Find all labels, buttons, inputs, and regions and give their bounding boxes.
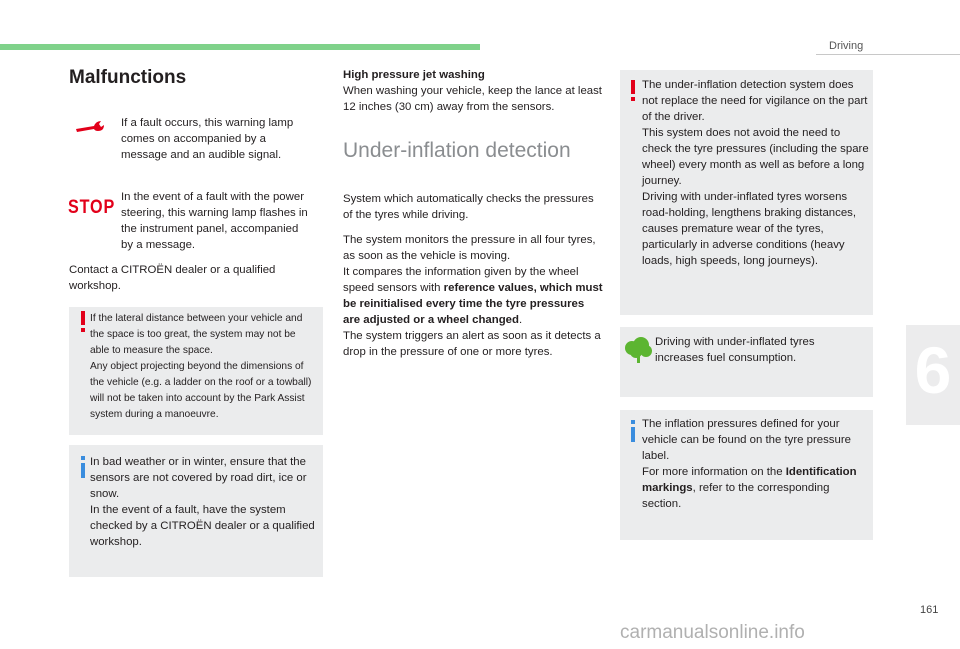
eco-text: Driving with under-inflated tyres increases fuel consumption. [655,336,815,364]
warning-line: Any object projecting beyond the dimensions of the vehicle (e.g. a ladder on the roof or a towball) will not be taken into account by the Park Assist system during a manoeuvre. [90,361,312,420]
jet-washing-text: When washing your vehicle, keep the lance at least 12 inches (30 cm) away from the sensors. [343,85,602,113]
compare-text: It compares the information given by the wheel speed sensors with reference values, which must be reinitialised every time the tyre pressures are adjusted or a wheel changed. [343,266,603,326]
jet-washing-title: High pressure jet washing [343,69,485,81]
eco-driving-box [620,327,873,397]
section-divider [816,54,960,55]
watermark: carmanualsonline.info [620,622,805,643]
info-icon [79,456,87,478]
reference-values-emphasis: reference values, which must be reinitialised every time the tyre pressures are adjusted or a wheel changed [343,282,603,326]
park-assist-warning-box [69,307,323,435]
section-title: Driving [829,40,864,52]
sensor-info-box [69,445,323,577]
under-inflation-heading: Under-inflation detection [343,139,571,162]
vigilance-warning-box [620,70,873,315]
header-accent-bar [0,44,480,50]
system-intro-text: System which automatically checks the pressures of the tyres while driving. [343,193,594,221]
contact-dealer-text: Contact a CITROËN dealer or a qualified workshop. [69,264,276,292]
malfunctions-heading: Malfunctions [69,67,187,88]
exclamation-icon [79,311,87,333]
warning-line: The under-inflation detection system does not replace the need for vigilance on the part of the driver. [642,79,868,123]
inflation-info-box [620,410,873,540]
monitor-text: The system monitors the pressure in all four tyres, as soon as the vehicle is moving. [343,234,596,262]
warning-line: Driving with under-inflated tyres worsens road-holding, lengthens braking distances, causes premature wear of the tyres, particularly in adverse conditions (heavy loads, high speeds, long journeys). [642,191,857,267]
info-line: In the event of a fault, have the system checked by a CITROËN dealer or a qualified workshop. [90,504,315,548]
identification-markings-link[interactable]: Identification markings [642,466,857,494]
warning-line: This system does not avoid the need to check the tyre pressures (including the spare wheel) every month as well as before a long journey. [642,127,869,187]
info-line: The inflation pressures defined for your vehicle can be found on the tyre pressure label. [642,418,851,462]
chapter-number: 6 [914,333,952,407]
tree-eco-icon [623,337,653,363]
wrench-icon [74,120,106,134]
info-line: For more information on the Identification markings, refer to the corresponding section. [642,466,857,510]
alert-text: The system triggers an alert as soon as it detects a drop in the pressure of one or more tyres. [343,330,601,358]
info-icon [629,420,637,442]
page-number: 161 [920,604,939,616]
warning-line: If the lateral distance between your vehicle and the space is too great, the system may not be able to measure the space. [90,313,303,356]
stop-warning-text: In the event of a fault with the power steering, this warning lamp flashes in the instrument panel, accompanied by a message. [121,191,308,251]
info-line: In bad weather or in winter, ensure that the sensors are not covered by road dirt, ice or snow. [90,456,307,500]
wrench-warning-text: If a fault occurs, this warning lamp comes on accompanied by a message and an audible signal. [121,117,294,161]
system-description [343,232,603,360]
stop-icon: STOP [68,197,116,218]
exclamation-icon [629,80,637,102]
